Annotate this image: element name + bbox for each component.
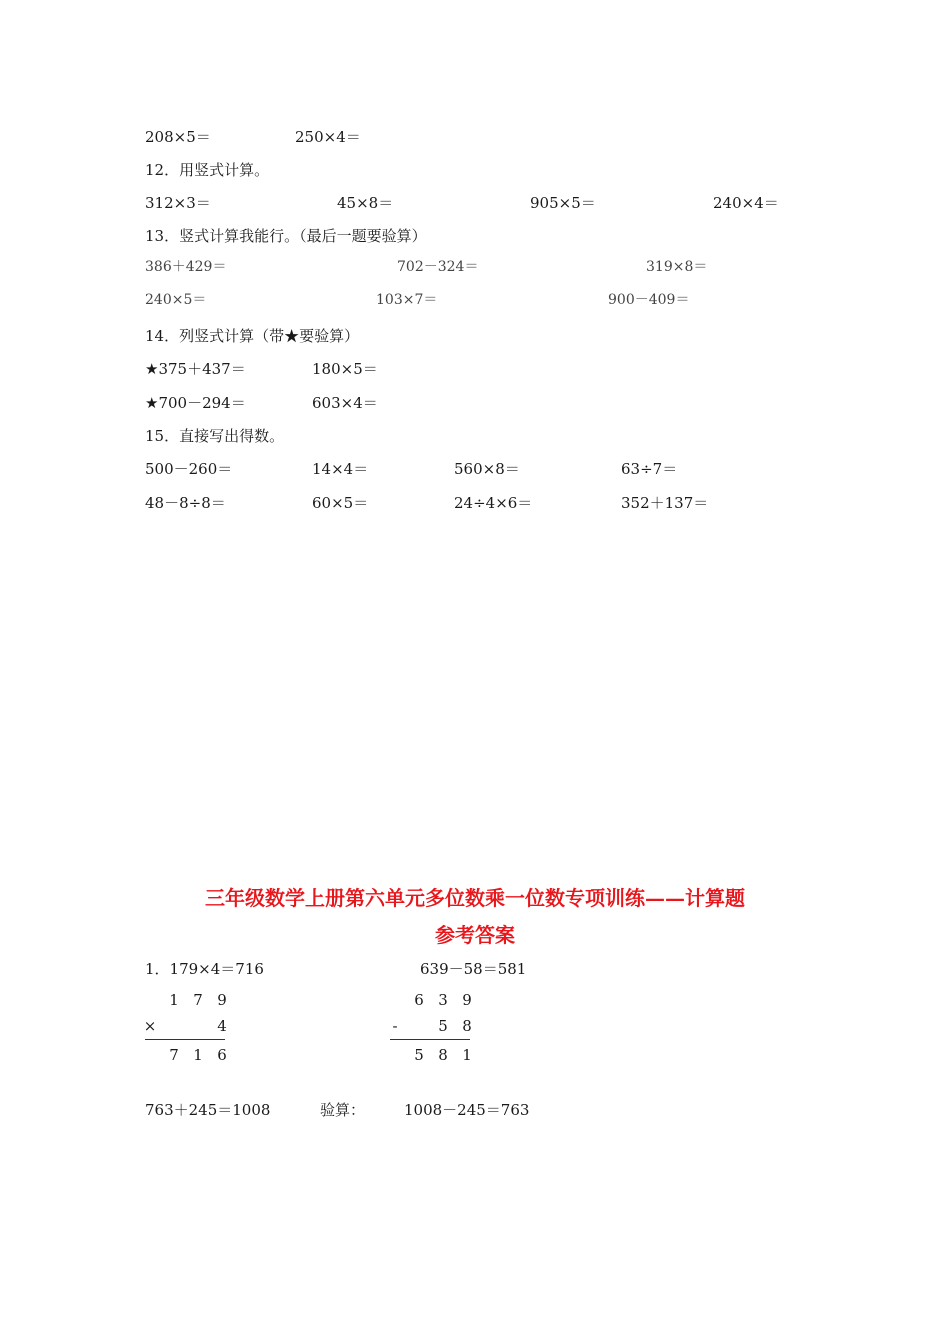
question-12-heading: 12．用竖式计算。 [145, 161, 270, 179]
question-15-heading: 15．直接写出得数。 [145, 427, 285, 445]
vertical-calc-1-row-3 [138, 1048, 234, 1063]
digit: 1 [169, 991, 179, 1009]
question-14-heading: 14．列竖式计算（带★要验算） [145, 327, 360, 345]
problem-48-8div8: 48－8÷8＝ [145, 494, 226, 512]
check-label: 验算： [320, 1101, 366, 1119]
digit: 1 [462, 1046, 472, 1064]
digit [162, 1019, 186, 1034]
digit [138, 993, 162, 1008]
digit: 7 [169, 1046, 179, 1064]
problem-103x7: 103×7＝ [376, 292, 438, 308]
problem-45x8: 45×8＝ [337, 194, 394, 212]
digit [383, 993, 407, 1008]
problem-60x5: 60×5＝ [312, 494, 369, 512]
problem-352+137: 352＋137＝ [621, 494, 709, 512]
problem-240x4: 240×4＝ [713, 194, 779, 212]
vertical-calc-2-row-3 [383, 1048, 479, 1063]
problem-14x4: 14×4＝ [312, 460, 369, 478]
vertical-calc-1-row-1 [138, 993, 234, 1008]
problem-240x5: 240×5＝ [145, 292, 207, 308]
problem-603x4: 603×4＝ [312, 394, 378, 412]
problem-63div7: 63÷7＝ [621, 460, 678, 478]
digit [186, 1019, 210, 1034]
operator: × [143, 1017, 157, 1035]
digit: 6 [414, 991, 424, 1009]
digit: 9 [217, 991, 227, 1009]
vertical-calc-2-row-1 [383, 993, 479, 1008]
problem-560x8: 560×8＝ [454, 460, 520, 478]
problem-500-260: 500－260＝ [145, 460, 233, 478]
problem-312x3: 312×3＝ [145, 194, 211, 212]
digit: 5 [438, 1017, 448, 1035]
digit: 7 [193, 991, 203, 1009]
operator: - [392, 1017, 398, 1035]
problem-208x5: 208×5＝ [145, 128, 211, 146]
problem-250x4: 250×4＝ [295, 128, 361, 146]
answer-1: 1．179×4＝716 [145, 960, 264, 978]
digit: 4 [217, 1017, 227, 1035]
vertical-calc-1-row-2 [138, 1019, 234, 1034]
problem-24div4x6: 24÷4×6＝ [454, 494, 533, 512]
vertical-calc-2-rule [390, 1039, 470, 1040]
digit [383, 1048, 407, 1063]
problem-180x5: 180×5＝ [312, 360, 378, 378]
digit: 3 [438, 991, 448, 1009]
digit: 5 [414, 1046, 424, 1064]
answer-subtitle: 参考答案 [435, 923, 515, 947]
problem-702-324: 702－324＝ [397, 259, 479, 275]
digit: 8 [462, 1017, 472, 1035]
problem-386+429: 386＋429＝ [145, 259, 227, 275]
answer-title: 三年级数学上册第六单元多位数乘一位数专项训练——计算题 [205, 886, 745, 910]
answer-2: 639－58＝581 [420, 960, 527, 978]
check-1008-245: 1008－245＝763 [404, 1101, 530, 1119]
vertical-calc-2-row-2 [383, 1019, 479, 1034]
problem-319x8: 319×8＝ [646, 259, 708, 275]
problem-905x5: 905×5＝ [530, 194, 596, 212]
answer-763+245: 763＋245＝1008 [145, 1101, 271, 1119]
problem-375+437: ★375＋437＝ [145, 360, 246, 378]
vertical-calc-1-rule [145, 1039, 225, 1040]
digit [407, 1019, 431, 1034]
digit: 8 [438, 1046, 448, 1064]
digit: 6 [217, 1046, 227, 1064]
problem-700-294: ★700－294＝ [145, 394, 246, 412]
digit: 9 [462, 991, 472, 1009]
problem-900-409: 900－409＝ [608, 292, 690, 308]
question-13-heading: 13．竖式计算我能行。（最后一题要验算） [145, 227, 427, 245]
digit: 1 [193, 1046, 203, 1064]
digit [138, 1048, 162, 1063]
